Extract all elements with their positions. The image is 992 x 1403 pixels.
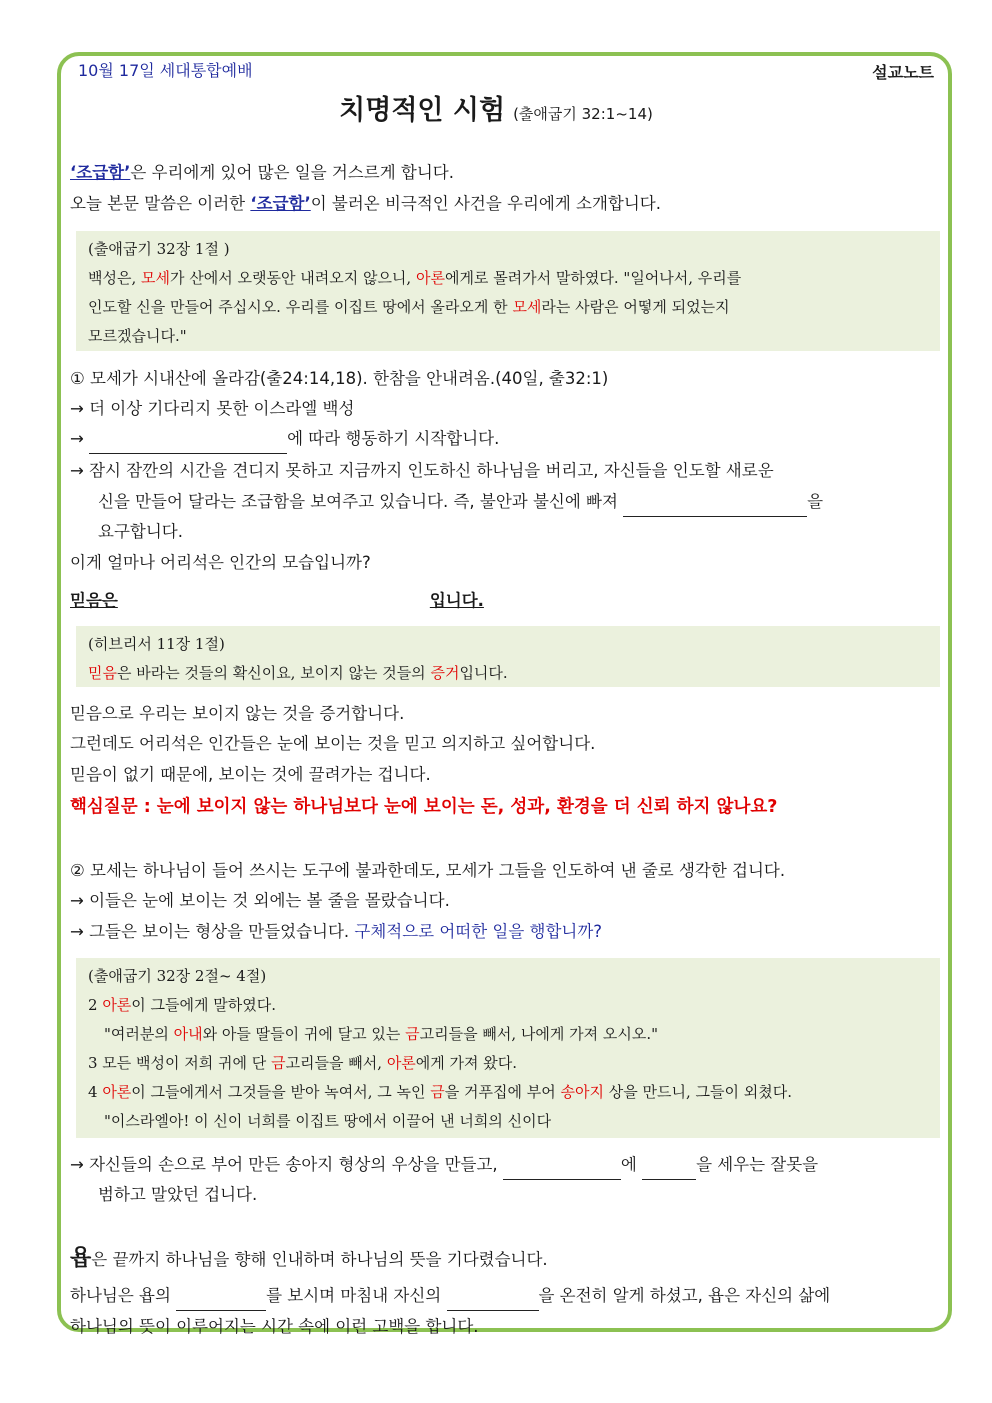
- point-2-arrow-2: → 그들은 보이는 형상을 만들었습니다. 구체적으로 어떠한 일을 행합니까?: [70, 922, 603, 941]
- fill-in-blank[interactable]: [642, 1159, 696, 1180]
- faith-line-1: 믿음으로 우리는 보이지 않는 것을 증거합니다.: [70, 704, 405, 723]
- scripture-line: "여러분의 아내와 아들 딸들이 귀에 달고 있는 금고리들을 빼서, 나에게 가져 오시오.": [104, 1025, 658, 1043]
- point-3-arrow: → 자신들의 손으로 부어 만든 송아지 형상의 우상을 만들고, 에 을 세우는 잘못을: [70, 1150, 818, 1180]
- scripture-box-hebrews-11-1: [76, 626, 940, 687]
- fill-in-blank[interactable]: [503, 1159, 621, 1180]
- intro-line-2: 오늘 본문 말씀은 이러한 ‘조급함’이 불러온 비극적인 사건을 우리에게 소개합니다.: [70, 194, 661, 213]
- faith-line-2: 그런데도 어리석은 인간들은 눈에 보이는 것을 믿고 의지하고 싶어합니다.: [70, 734, 596, 753]
- scripture-line: 2 아론이 그들에게 말하였다.: [88, 996, 277, 1014]
- fill-in-blank[interactable]: [89, 433, 287, 454]
- scripture-line: 3 모든 백성이 저희 귀에 단 금고리들을 빼서, 아론에게 가져 왔다.: [88, 1054, 518, 1072]
- scripture-box-exodus-32-2-4: [76, 958, 940, 1138]
- key-question: 핵심질문 : 눈에 보이지 않는 하나님보다 눈에 보이는 돈, 성과, 환경을 더 신뢰 하지 않나요?: [70, 797, 778, 817]
- job-line-2: 하나님은 욥의 를 보시며 마침내 자신의 을 온전히 알게 하셨고, 욥은 자신의 삶에: [70, 1281, 830, 1311]
- fill-in-blank[interactable]: [118, 596, 430, 616]
- scripture-reference: (히브리서 11장 1절): [88, 635, 225, 653]
- job-line-1: 욥은 끝까지 하나님을 향해 인내하며 하나님의 뜻을 기다렸습니다.: [70, 1246, 548, 1271]
- point-1-arrow-3-end: 요구합니다.: [98, 522, 183, 541]
- fill-in-blank[interactable]: [447, 1290, 539, 1311]
- fill-in-blank[interactable]: [623, 496, 807, 517]
- guiding-question: 구체적으로 어떠한 일을 행합니까?: [354, 922, 603, 941]
- job-line-3: 하나님의 뜻이 이루어지는 시간 속에 이런 고백을 합니다.: [70, 1317, 479, 1336]
- scripture-reference: (출애굽기 32장 2절~ 4절): [88, 967, 267, 985]
- faith-definition-blank: 믿음은 입니다.: [70, 586, 496, 616]
- scripture-line: 인도할 신을 만들어 주십시오. 우리를 이집트 땅에서 올라오게 한 모세라는 사람은 어떻게 되었는지: [88, 298, 730, 316]
- job-initial: 욥: [70, 1246, 92, 1271]
- point-1: ① 모세가 시내산에 올라감(출24:14,18). 한참을 안내려옴.(40일, 출32:1): [70, 369, 609, 388]
- point-2-arrow-1: → 이들은 눈에 보이는 것 외에는 볼 줄을 몰랐습니다.: [70, 891, 450, 910]
- intro-line-1: ‘조급함’은 우리에게 있어 많은 일을 거스르게 합니다.: [70, 163, 454, 182]
- fill-in-blank[interactable]: [176, 1290, 266, 1311]
- point-1-arrow-2: → 에 따라 행동하기 시작합니다.: [70, 424, 499, 454]
- keyword-haste: ‘조급함’: [70, 163, 131, 182]
- scripture-line: 4 아론이 그들에게서 그것들을 받아 녹여서, 그 녹인 금을 거푸집에 부어 송아지 상을 만드니, 그들이 외쳤다.: [88, 1083, 792, 1101]
- point-1-arrow-3-cont: 신을 만들어 달라는 조급함을 보여주고 있습니다. 즉, 불안과 불신에 빠져 을: [70, 487, 823, 517]
- point-1-arrow-3: → 잠시 잠깐의 시간을 견디지 못하고 지금까지 인도하신 하나님을 버리고, 자신들을 인도할 새로운: [70, 461, 774, 480]
- scripture-box-exodus-32-1: [76, 231, 940, 351]
- faith-line-3: 믿음이 없기 때문에, 보이는 것에 끌려가는 겁니다.: [70, 765, 431, 784]
- scripture-line: 모르겠습니다.": [88, 327, 187, 345]
- point-3-arrow-cont: 범하고 말았던 겁니다.: [98, 1185, 258, 1204]
- rhetorical-question: 이게 얼마나 어리석은 인간의 모습입니까?: [70, 553, 371, 572]
- title-reference: (출애굽기 32:1~14): [513, 105, 653, 123]
- scripture-line: "이스라엘아! 이 신이 너희를 이집트 땅에서 이끌어 낸 너희의 신이다: [104, 1112, 552, 1130]
- service-date: 10월 17일 세대통합예배: [78, 61, 253, 80]
- title-main: 치명적인 시험: [339, 95, 506, 126]
- sermon-note-label: 설교노트: [872, 63, 934, 82]
- scripture-line: 백성은, 모세가 산에서 오랫동안 내려오지 않으니, 아론에게로 몰려가서 말하였다. "일어나서, 우리를: [88, 269, 742, 287]
- keyword-haste: ‘조급함’: [250, 194, 311, 213]
- scripture-line: 믿음은 바라는 것들의 확신이요, 보이지 않는 것들의 증거입니다.: [88, 664, 508, 682]
- scripture-reference: (출애굽기 32장 1절 ): [88, 240, 230, 258]
- page-title: [0, 88, 992, 127]
- point-1-arrow-1: → 더 이상 기다리지 못한 이스라엘 백성: [70, 399, 355, 418]
- point-2: ② 모세는 하나님이 들어 쓰시는 도구에 불과한데도, 모세가 그들을 인도하여 낸 줄로 생각한 겁니다.: [70, 861, 786, 880]
